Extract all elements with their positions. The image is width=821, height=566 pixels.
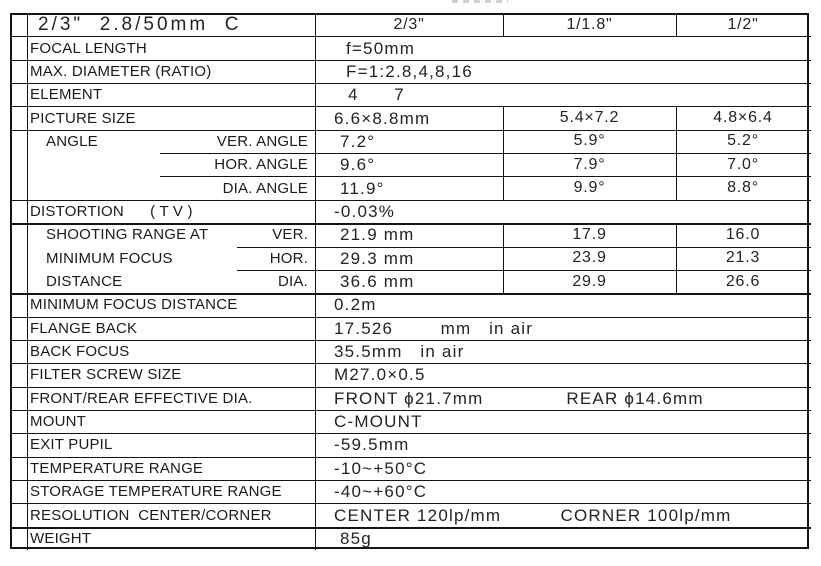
spec-value-col2: 7.9° xyxy=(573,155,606,173)
spec-value-col2: 5.9° xyxy=(573,132,606,150)
label-value-divider xyxy=(315,13,316,550)
spec-value: 21.9 mm xyxy=(340,225,415,245)
spec-value: f=50mm xyxy=(346,38,416,58)
spec-value-col2: 17.9 xyxy=(572,225,607,243)
spec-row-label: MOUNT xyxy=(30,413,86,431)
spec-value: 85g xyxy=(340,528,372,548)
spec-value: -10~+50°C xyxy=(334,458,428,478)
spec-value: M27.0×0.5 xyxy=(334,365,426,385)
spec-row-label: SHOOTING RANGE AT xyxy=(46,226,209,244)
spec-row-sublabel: HOR. xyxy=(269,249,308,267)
left-margin-line xyxy=(27,13,28,550)
spec-value-col3: 7.0° xyxy=(727,155,759,173)
spec-value: 35.5mm in air xyxy=(334,342,465,362)
spec-row-label: MAX. DIAMETER (RATIO) xyxy=(30,62,212,80)
header-sensor-1-2: 1/2" xyxy=(727,15,759,33)
spec-value: 17.526 mm in air xyxy=(334,318,534,338)
spec-row-label: FOCAL LENGTH xyxy=(30,39,147,57)
angle-group-label: ANGLE xyxy=(46,132,98,150)
spec-row-label: DISTANCE xyxy=(46,273,123,291)
spec-row-label: MINIMUM FOCUS DISTANCE xyxy=(30,296,238,314)
spec-value-col3: 16.0 xyxy=(725,225,761,243)
spec-value-col2: 5.4×7.2 xyxy=(559,109,620,127)
spec-value: 7.2° xyxy=(340,131,376,151)
spec-value: -40~+60°C xyxy=(334,482,428,502)
spec-row-label: BACK FOCUS xyxy=(30,343,130,361)
spec-value-col3: 8.8° xyxy=(727,179,759,197)
spec-value: -0.03% xyxy=(334,201,396,221)
spec-value: FRONT ϕ21.7mm REAR ϕ14.6mm xyxy=(334,388,704,408)
spec-value-col3: 21.3 xyxy=(725,249,761,267)
spec-row-label: PICTURE SIZE xyxy=(30,109,136,127)
header-sensor-2-3: 2/3" xyxy=(393,15,425,33)
spec-row-label: STORAGE TEMPERATURE RANGE xyxy=(30,483,282,501)
spec-value-col2: 29.9 xyxy=(572,272,607,290)
spec-value-col2: 9.9° xyxy=(573,179,606,197)
model-title: 2/3" 2.8/50mm C xyxy=(38,14,242,35)
spec-value: CENTER 120lp/mm CORNER 100lp/mm xyxy=(334,505,732,525)
col3-divider xyxy=(676,13,677,36)
spec-row-label: RESOLUTION CENTER/CORNER xyxy=(30,506,272,524)
header-sensor-1-1.8: 1/1.8" xyxy=(566,15,613,33)
spec-row-sublabel: DIA. xyxy=(278,273,308,291)
spec-row-sublabel: DIA. ANGLE xyxy=(222,179,308,197)
spec-value-col3: 5.2° xyxy=(727,132,759,150)
spec-value: -59.5mm xyxy=(334,435,410,455)
spec-value: 36.6 mm xyxy=(340,272,415,292)
spec-value: 4 7 xyxy=(348,85,405,105)
spec-value: 11.9° xyxy=(340,178,385,198)
spec-row-label: MINIMUM FOCUS xyxy=(46,249,173,267)
spec-row-label: ELEMENT xyxy=(30,86,103,104)
spec-row-label: WEIGHT xyxy=(30,529,92,547)
spec-value: C-MOUNT xyxy=(334,412,423,432)
spec-value-col3: 26.6 xyxy=(725,272,761,290)
spec-row-label: FRONT/REAR EFFECTIVE DIA. xyxy=(30,389,253,407)
spec-row-label: DISTORTION ( T V ) xyxy=(30,202,193,220)
spec-value: 9.6° xyxy=(340,155,376,175)
spec-row-label: EXIT PUPIL xyxy=(30,436,113,454)
spec-row-label: FILTER SCREW SIZE xyxy=(30,366,182,384)
cropped-text-artifact xyxy=(452,0,508,3)
spec-row-sublabel: HOR. ANGLE xyxy=(214,156,308,174)
spec-value-col2: 23.9 xyxy=(572,249,607,267)
spec-value-col3: 4.8×6.4 xyxy=(713,109,773,127)
spec-value: 6.6×8.8mm xyxy=(334,108,431,128)
col2-divider xyxy=(503,13,504,36)
spec-row-label: FLANGE BACK xyxy=(30,319,138,337)
spec-value: 0.2m xyxy=(334,295,377,315)
spec-value: F=1:2.8,4,8,16 xyxy=(346,61,473,81)
spec-value: 29.3 mm xyxy=(340,248,415,268)
spec-row-sublabel: VER. ANGLE xyxy=(216,132,308,150)
spec-row-label: TEMPERATURE RANGE xyxy=(30,459,204,477)
spec-row-sublabel: VER. xyxy=(272,226,308,244)
